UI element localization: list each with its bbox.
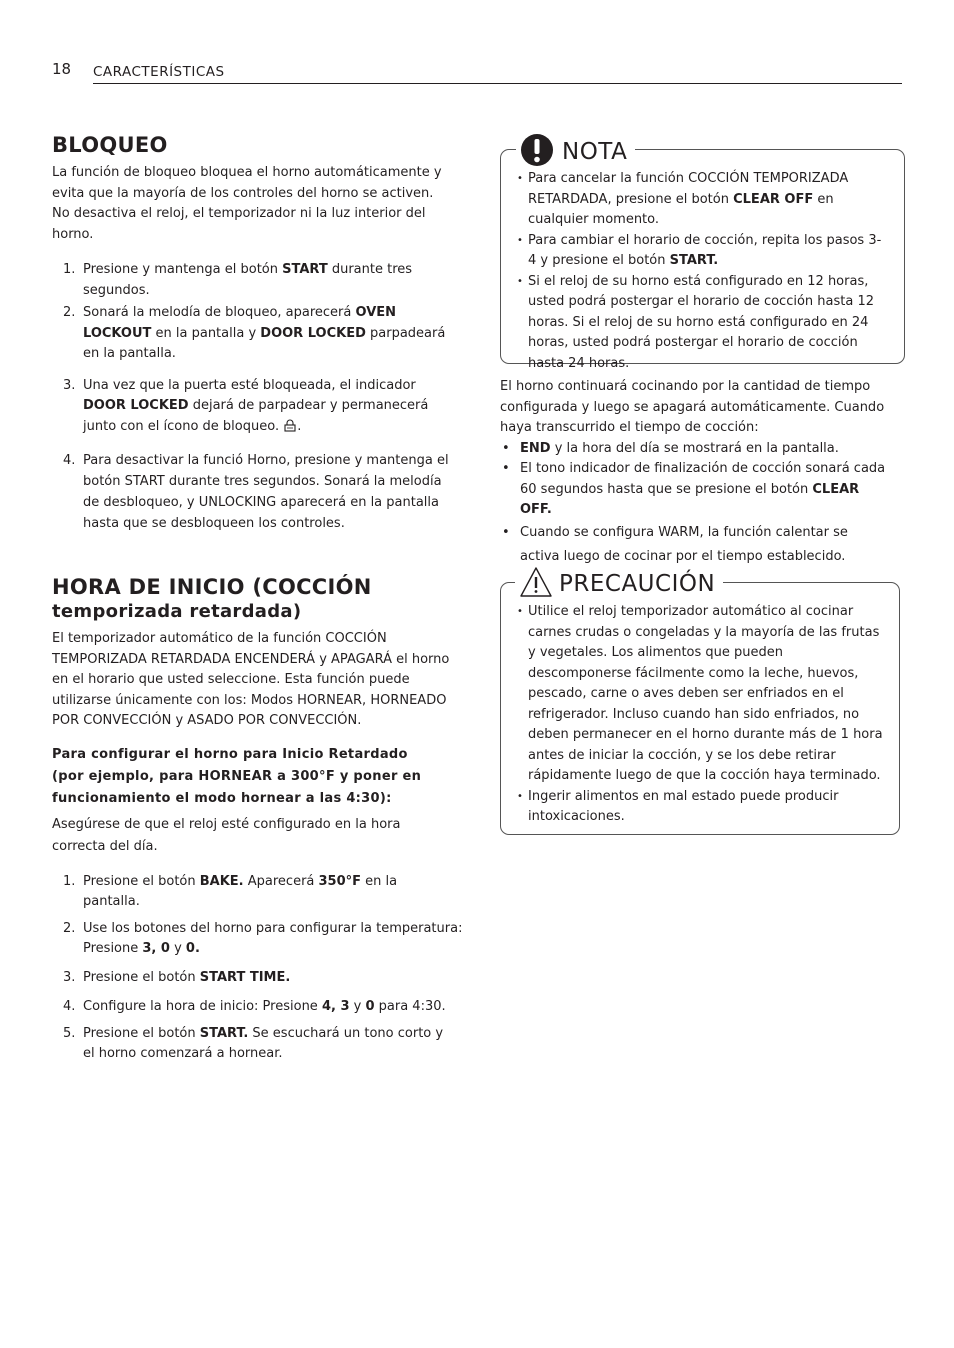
hora-inicio-intro: El temporizador automático de la función COCCIÓN TEMPORIZADA RETARDADA ENCENDERÁ y APAGARÁ el horno en el horario que usted seleccione. Esta función puede utilizarse únicamente con los: Modos HORNEAR, HORNEADO POR CONVECCIÓN y ASADO POR CONVECCIÓN. (52, 631, 450, 728)
precaucion-item: • Utilice el reloj temporizador automático al cocinar carnes crudas o congeladas y la mayoría de las frutas y vegetales. Los alimentos que pueden descomponerse fácilmente como la leche, huevos, pescado, carne o aves deben ser enfriados en el refrigerador. Incluso cuando han sido enfriados, no deben permanecer en el horno durante más de 1 hora antes de iniciar la cocción, y se los debe retirar rápidamente luego de que la cocción haya terminado. (517, 604, 883, 783)
lock-icon (283, 419, 297, 440)
bloqueo-step-1: 1. Presione y mantenga el botón START durante tres segundos. (63, 262, 413, 298)
precaucion-content (502, 602, 892, 828)
hora-step-3: 3. Presione el botón START TIME. (63, 969, 291, 985)
inicio-retardado-heading: Para configurar el horno para Inicio Retardado (por ejemplo, para HORNEAR a 300°F y poner en funcionamiento el modo hornear a las 4:30): (52, 746, 422, 806)
warning-triangle-icon (519, 566, 553, 602)
nota-item: • Si el reloj de su horno está configurado en 12 horas, usted podrá postergar el horario de cocción hasta 12 horas. Si el reloj de su horno está configurado en 24 horas, usted podrá postergar el horario de cocción hasta 24 horas. (517, 273, 874, 371)
nota-item: • Para cancelar la función COCCIÓN TEMPORIZADA RETARDADA, presione el botón CLEAR OFF en cualquier momento. (517, 171, 849, 227)
bloqueo-step-3: 3. Una vez que la puerta esté bloqueada, el indicador DOOR LOCKED dejará de parpadear y permanecerá junto con el ícono de bloqueo. . (52, 376, 458, 440)
hora-step-4: 4. Configure la hora de inicio: Presione 4, 3 y 0 para 4:30. (63, 999, 446, 1014)
hora-step-5: 5. Presione el botón START. Se escuchará un tono corto y el horno comenzará a hornear. (63, 1025, 444, 1061)
precaucion-title: PRECAUCIÓN (515, 566, 723, 602)
header-rule (93, 83, 902, 84)
continua-item: • El tono indicador de finalización de cocción sonará cada 60 segundos hasta que se presione el botón CLEAR OFF. (502, 461, 886, 517)
continua-item: • Cuando se configura WARM, la función calentar se activa luego de cocinar por el tiempo establecido. (502, 524, 848, 564)
precaucion-item: • Ingerir alimentos en mal estado puede producir intoxicaciones. (517, 788, 839, 824)
continua-list (500, 439, 906, 569)
exclamation-circle-icon (520, 133, 554, 171)
bloqueo-steps (52, 260, 457, 534)
hora-step-1: 1. Presione el botón BAKE. Aparecerá 350°F en la pantalla. (63, 873, 398, 909)
section-title: CARACTERÍSTICAS (93, 64, 225, 80)
continua-section (500, 377, 906, 569)
bloqueo-intro: La función de bloqueo bloquea el horno automáticamente y evita que la mayoría de los controles del horno se activen. No desactiva el reloj, el temporizador ni la luz interior del horno. (52, 165, 442, 242)
nota-item: • Para cambiar el horario de cocción, repita los pasos 3-4 y presione el botón START. (517, 232, 882, 268)
hora-step-2: 2. Use los botones del horno para configurar la temperatura: Presione 3, 0 y 0. (63, 920, 463, 956)
hora-inicio-subheading: temporizada retardada) (52, 601, 302, 622)
precaucion-list (502, 602, 892, 828)
page-number: 18 (52, 60, 72, 78)
hora-inicio-steps (52, 872, 463, 1065)
hora-inicio-heading: HORA DE INICIO (COCCIÓN (52, 575, 372, 599)
continua-item: • END y la hora del día se mostrará en la pantalla. (502, 440, 839, 456)
bloqueo-step-2: 2. Sonará la melodía de bloqueo, aparecerá OVEN LOCKOUT en la pantalla y DOOR LOCKED parpadeará en la pantalla. (63, 305, 446, 361)
bloqueo-heading: BLOQUEO (52, 133, 168, 157)
nota-list (502, 169, 897, 374)
nota-title: NOTA (516, 133, 635, 171)
bloqueo-step-4: 4. Para desactivar la funció Horno, presione y mantenga el botón START durante tres segundos. Sonará la melodía de desbloqueo, y UNLOCKING aparecerá en la pantalla hasta que se desbloqueen los controles. (63, 453, 449, 531)
continua-intro: El horno continuará cocinando por la cantidad de tiempo configurada y luego se apagará automáticamente. Cuando haya transcurrido el tiempo de cocción: (500, 379, 885, 435)
left-column (52, 130, 463, 1065)
nota-content (502, 169, 897, 374)
reloj-note: Asegúrese de que el reloj esté configurado en la hora correcta del día. (52, 816, 401, 854)
